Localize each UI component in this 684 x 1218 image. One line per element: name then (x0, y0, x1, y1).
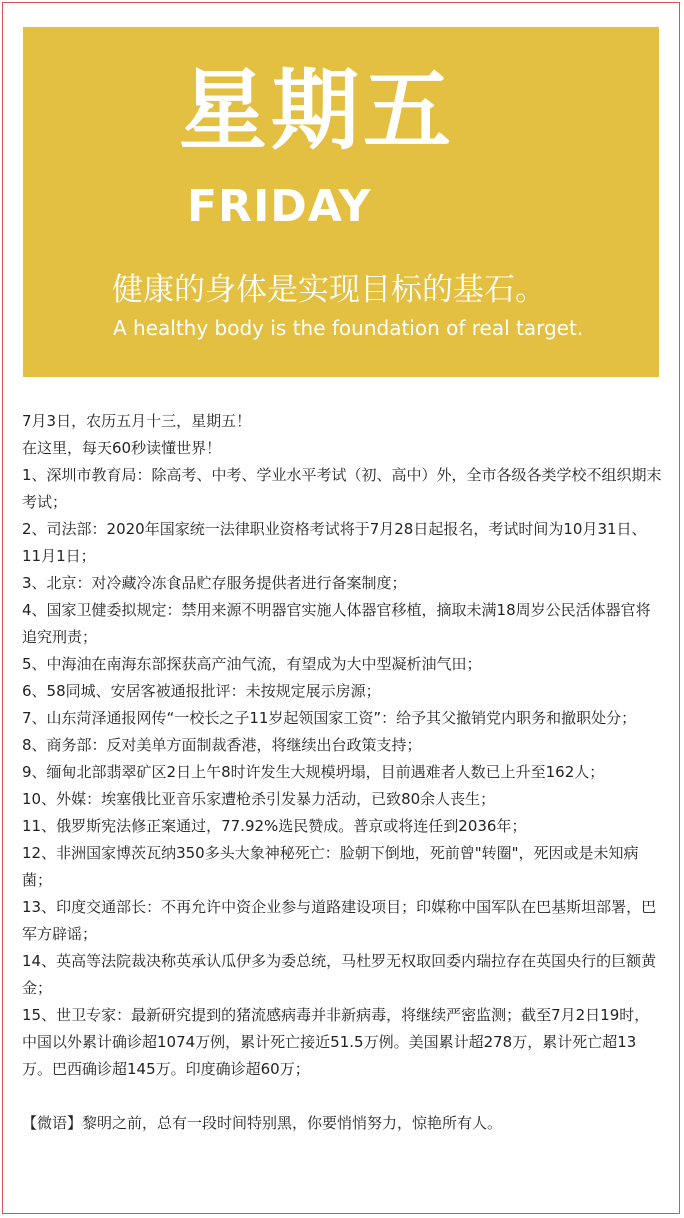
news-item: 6、58同城、安居客被通报批评：未按规定展示房源； (22, 682, 381, 700)
news-item: 2、司法部：2020年国家统一法律职业资格考试将于7月28日起报名，考试时间为10月31日、11月1日； (22, 520, 647, 565)
article-body (22, 408, 662, 1137)
banner-quote-english: A healthy body is the foundation of real target. (113, 316, 584, 340)
news-item: 1、深圳市教育局：除高考、中考、学业水平考试（初、高中）外，全市各级各类学校不组织期末考试； (22, 466, 662, 511)
news-item: 14、英高等法院裁决称英承认瓜伊多为委总统，马杜罗无权取回委内瑞拉存在英国央行的巨额黄金； (22, 952, 657, 997)
news-item: 12、非洲国家博茨瓦纳350多头大象神秘死亡：脸朝下倒地，死前曾"转圈"，死因或是未知病菌； (22, 844, 639, 889)
date-line: 7月3日，农历五月十三，星期五！ (22, 412, 252, 430)
motto: 【微语】黎明之前，总有一段时间特别黑，你要悄悄努力，惊艳所有人。 (22, 1114, 503, 1132)
news-item: 4、国家卫健委拟规定：禁用来源不明器官实施人体器官移植，摘取未满18周岁公民活体器官将追究刑责； (22, 601, 651, 646)
news-item: 8、商务部：反对美单方面制裁香港，将继续出台政策支持； (22, 736, 422, 754)
banner-subtitle: FRIDAY (187, 181, 372, 232)
news-item: 13、印度交通部长：不再允许中资企业参与道路建设项目；印媒称中国军队在巴基斯坦部署，巴军方辟谣； (22, 898, 657, 943)
banner-quote-chinese: 健康的身体是实现目标的基石。 (112, 272, 546, 308)
news-item: 10、外媒：埃塞俄比亚音乐家遭枪杀引发暴力活动，已致80余人丧生； (22, 790, 496, 808)
news-item: 5、中海油在南海东部探获高产油气流，有望成为大中型凝析油气田； (22, 655, 482, 673)
news-item: 7、山东菏泽通报网传“一校长之子11岁起领国家工资”：给予其父撤销党内职务和撤职处分； (22, 709, 637, 727)
tagline: 在这里，每天60秒读懂世界！ (22, 439, 222, 457)
news-item: 15、世卫专家：最新研究提到的猪流感病毒并非新病毒，将继续严密监测；截至7月2日19时，中国以外累计确诊超1074万例，累计死亡接近51.5万例。美国累计超278万，累计死亡超13万。巴西确诊超145万。印度确诊超60万； (22, 1006, 650, 1078)
spacer (22, 1083, 662, 1110)
news-item: 9、缅甸北部翡翠矿区2日上午8时许发生大规模坍塌，目前遇难者人数已上升至162人； (22, 763, 605, 781)
news-item: 11、俄罗斯宪法修正案通过，77.92%选民赞成。普京或将连任到2036年； (22, 817, 527, 835)
header-banner (23, 27, 659, 377)
news-item: 3、北京：对冷藏冷冻食品贮存服务提供者进行备案制度； (22, 574, 407, 592)
banner-title: 星期五 (179, 59, 456, 162)
